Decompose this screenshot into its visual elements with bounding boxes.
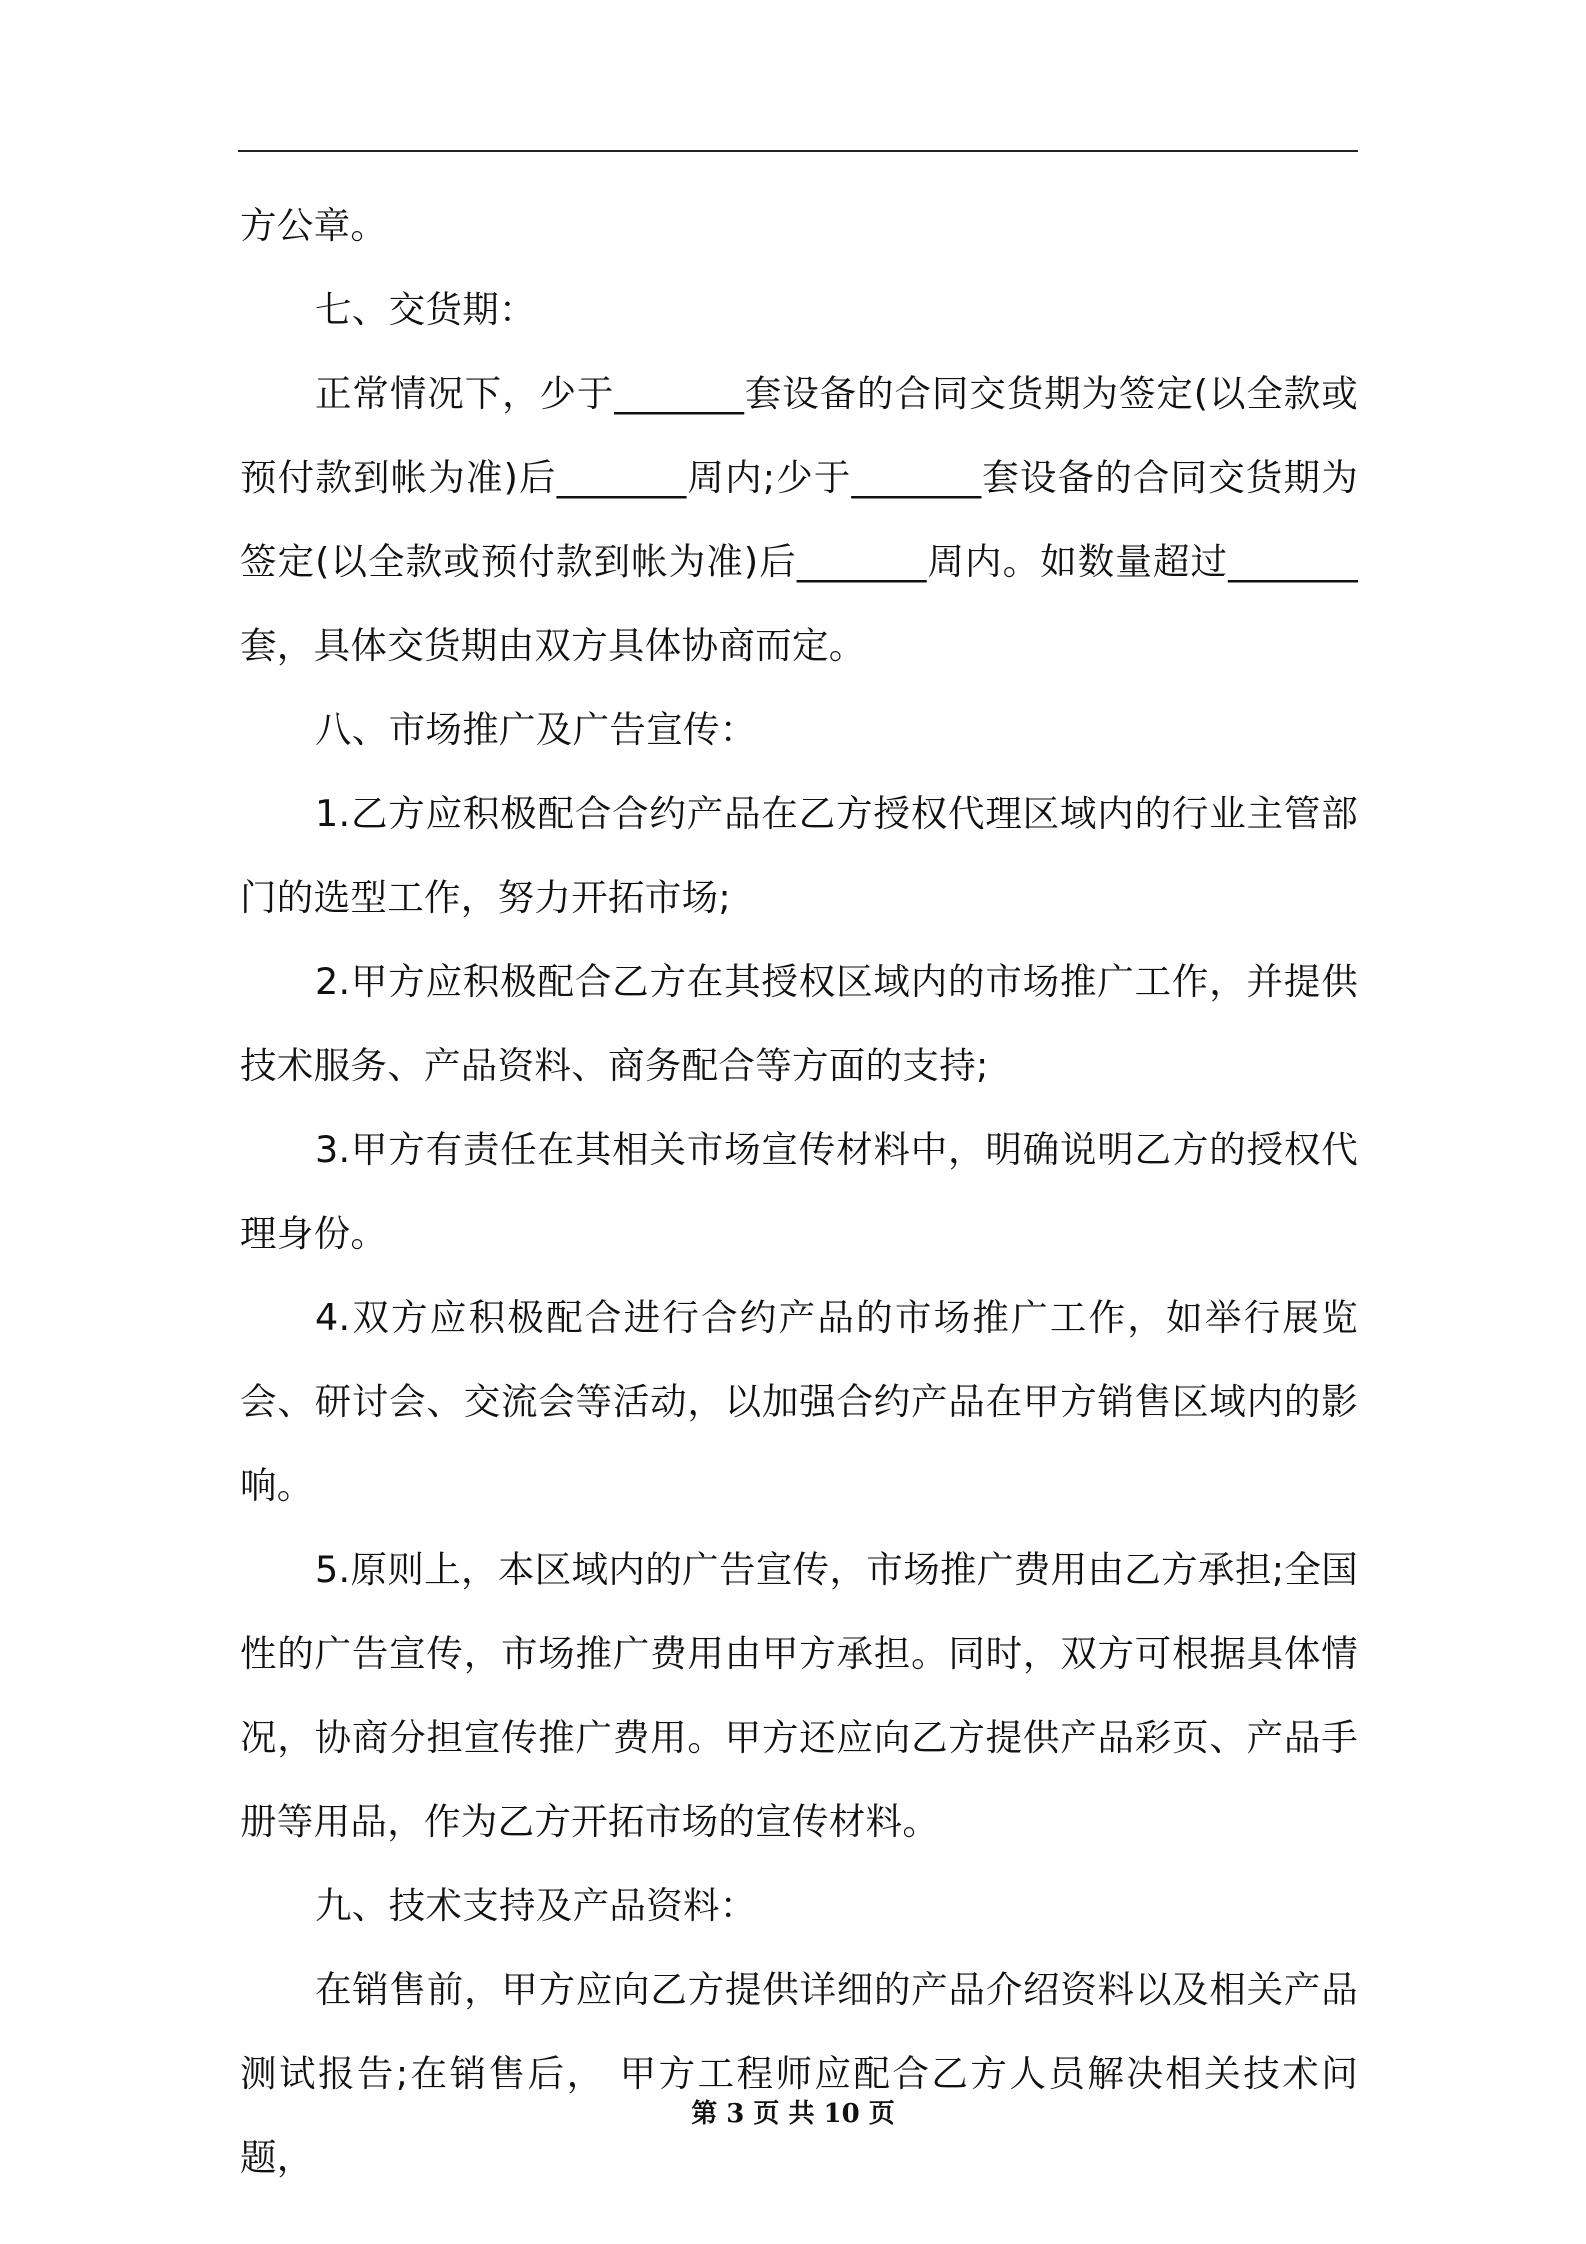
section-heading-delivery: 七、交货期： <box>315 288 536 331</box>
paragraph-delivery-terms: 正常情况下，少于_______套设备的合同交货期为签定(以全款或预付款到帐为准)后_______周内;少于_______套设备的合同交货期为签定(以全款或预付款到帐为准)后_______周内。如数量超过_______套，具体交货期由双方具体协商而定。 <box>240 372 1358 667</box>
paragraph-tech-support: 在销售前，甲方应向乙方提供详细的产品介绍资料以及相关产品测试报告;在销售后， 甲方工程师应配合乙方人员解决相关技术问题， <box>240 1968 1358 2179</box>
header-divider <box>238 150 1358 152</box>
page-number-footer: 第 3 页 共 10 页 <box>691 2099 895 2129</box>
clause-marketing-1: 1.乙方应积极配合合约产品在乙方授权代理区域内的行业主管部门的选型工作，努力开拓市场; <box>240 792 1358 919</box>
clause-marketing-2: 2.甲方应积极配合乙方在其授权区域内的市场推广工作，并提供技术服务、产品资料、商务配合等方面的支持; <box>240 960 1358 1087</box>
clause-marketing-3: 3.甲方有责任在其相关市场宣传材料中，明确说明乙方的授权代理身份。 <box>240 1128 1358 1255</box>
document-body <box>240 184 1358 2200</box>
clause-marketing-5: 5.原则上，本区域内的广告宣传，市场推广费用由乙方承担;全国性的广告宣传，市场推广费用由甲方承担。同时，双方可根据具体情况，协商分担宣传推广费用。甲方还应向乙方提供产品彩页、产品手册等用品，作为乙方开拓市场的宣传材料。 <box>240 1548 1358 1843</box>
section-heading-tech-support: 九、技术支持及产品资料： <box>315 1884 757 1927</box>
section-heading-marketing: 八、市场推广及广告宣传： <box>315 708 757 751</box>
clause-marketing-4: 4.双方应积极配合进行合约产品的市场推广工作，如举行展览会、研讨会、交流会等活动，以加强合约产品在甲方销售区域内的影响。 <box>240 1296 1358 1507</box>
paragraph-0: 方公章。 <box>240 204 388 247</box>
